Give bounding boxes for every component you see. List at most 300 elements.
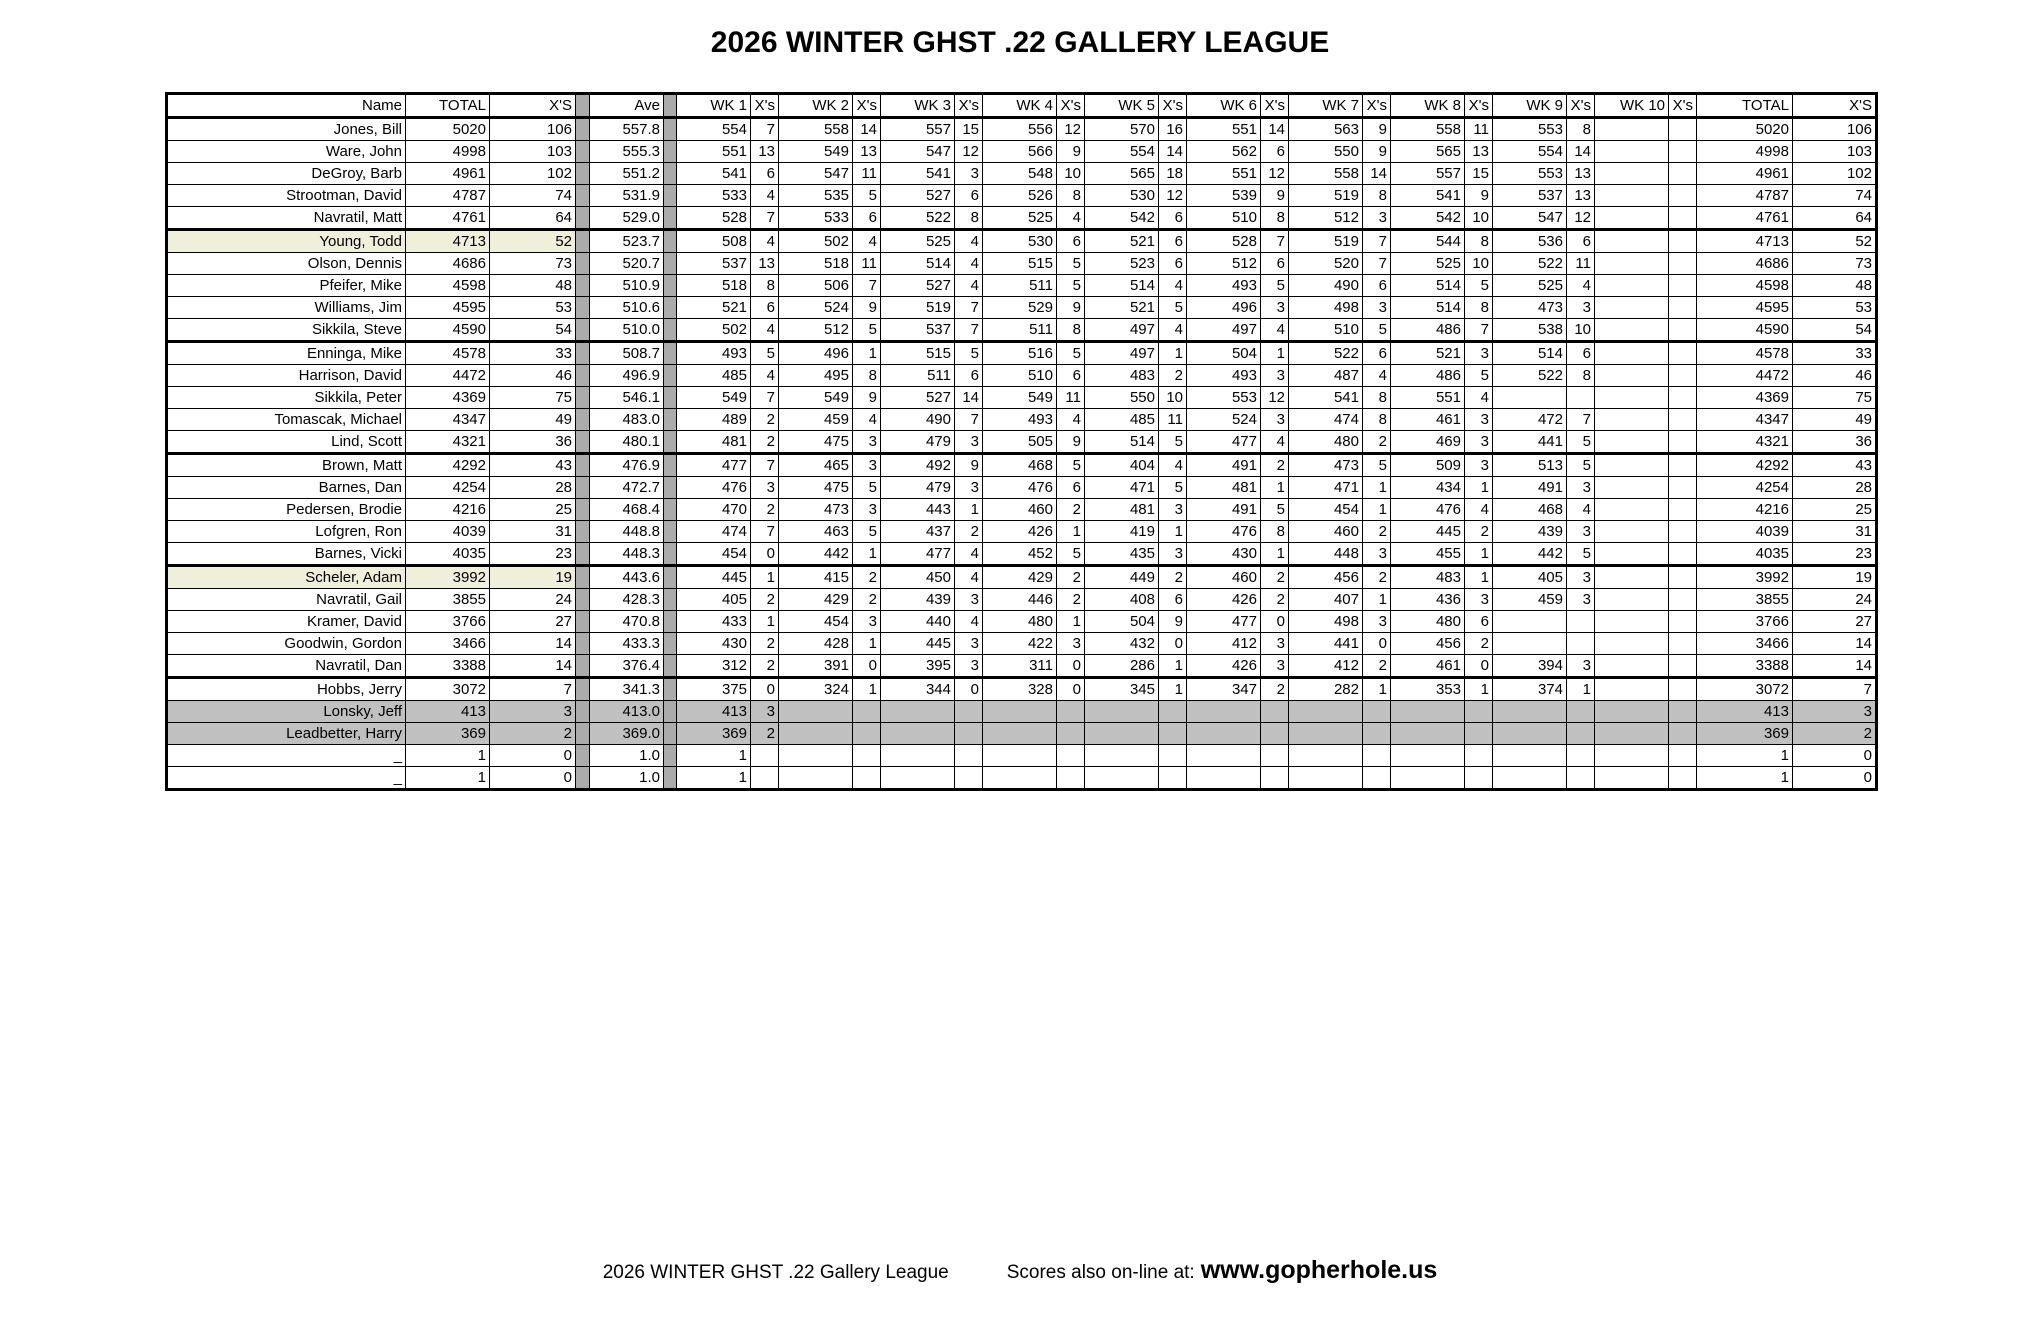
cell-week-1-score: 521 <box>677 297 751 319</box>
separator-cell <box>576 275 590 297</box>
cell-week-4-xs: 12 <box>1057 118 1085 141</box>
cell-week-1-score: 485 <box>677 365 751 387</box>
cell-week-6-xs <box>1261 723 1289 745</box>
cell-week-4-xs: 9 <box>1057 431 1085 454</box>
cell-week-4-score: 548 <box>983 163 1057 185</box>
cell-week-6-xs: 3 <box>1261 633 1289 655</box>
cell-week-1-score: 454 <box>677 543 751 566</box>
cell-xs-right: 7 <box>1793 678 1877 701</box>
cell-week-9-score: 537 <box>1493 185 1567 207</box>
cell-week-10-score <box>1595 454 1669 477</box>
cell-week-5-score: 345 <box>1085 678 1159 701</box>
cell-week-2-xs: 1 <box>853 543 881 566</box>
cell-week-5-score <box>1085 701 1159 723</box>
cell-week-3-xs: 4 <box>955 275 983 297</box>
cell-week-4-xs: 1 <box>1057 521 1085 543</box>
cell-week-3-xs: 3 <box>955 477 983 499</box>
cell-week-4-score: 328 <box>983 678 1057 701</box>
cell-week-1-score: 312 <box>677 655 751 678</box>
cell-week-1-xs: 13 <box>751 253 779 275</box>
cell-week-6-score: 551 <box>1187 118 1261 141</box>
cell-week-4-score: 526 <box>983 185 1057 207</box>
cell-week-10-xs <box>1669 723 1697 745</box>
cell-week-7-score: 474 <box>1289 409 1363 431</box>
cell-week-1-score: 533 <box>677 185 751 207</box>
cell-week-2-xs: 8 <box>853 365 881 387</box>
cell-week-7-xs: 2 <box>1363 655 1391 678</box>
cell-week-1-score: 1 <box>677 767 751 790</box>
separator-cell <box>576 521 590 543</box>
cell-week-1-xs: 7 <box>751 118 779 141</box>
cell-week-3-xs: 0 <box>955 678 983 701</box>
header-week-7: WK 7 <box>1289 94 1363 118</box>
table-row <box>167 566 1877 589</box>
cell-week-1-xs: 0 <box>751 543 779 566</box>
cell-week-8-xs <box>1465 723 1493 745</box>
cell-week-4-score: 511 <box>983 275 1057 297</box>
cell-week-7-score: 412 <box>1289 655 1363 678</box>
cell-week-7-score: 558 <box>1289 163 1363 185</box>
cell-week-9-score <box>1493 723 1567 745</box>
cell-week-2-score: 324 <box>779 678 853 701</box>
cell-week-1-score: 474 <box>677 521 751 543</box>
cell-week-4-xs: 10 <box>1057 163 1085 185</box>
cell-week-10-xs <box>1669 387 1697 409</box>
cell-average: 448.3 <box>590 543 664 566</box>
cell-week-5-score: 408 <box>1085 589 1159 611</box>
cell-week-1-score: 477 <box>677 454 751 477</box>
table-row <box>167 767 1877 790</box>
cell-xs: 0 <box>490 767 576 790</box>
cell-xs: 0 <box>490 745 576 767</box>
cell-week-10-score <box>1595 230 1669 253</box>
cell-week-6-score: 460 <box>1187 566 1261 589</box>
separator-cell <box>664 185 677 207</box>
cell-week-4-xs: 5 <box>1057 342 1085 365</box>
table-row <box>167 701 1877 723</box>
cell-week-5-score: 523 <box>1085 253 1159 275</box>
header-week-6-xs: X's <box>1261 94 1289 118</box>
cell-week-8-xs <box>1465 767 1493 790</box>
cell-week-7-xs: 8 <box>1363 409 1391 431</box>
header-week-4-xs: X's <box>1057 94 1085 118</box>
cell-week-4-xs: 6 <box>1057 477 1085 499</box>
cell-week-4-xs: 5 <box>1057 543 1085 566</box>
cell-week-1-xs: 2 <box>751 431 779 454</box>
cell-week-6-score: 528 <box>1187 230 1261 253</box>
cell-week-9-score: 522 <box>1493 365 1567 387</box>
table-header <box>167 94 1877 118</box>
cell-week-1-score: 430 <box>677 633 751 655</box>
cell-week-7-xs: 5 <box>1363 319 1391 342</box>
cell-week-2-score: 558 <box>779 118 853 141</box>
cell-week-1-xs: 2 <box>751 589 779 611</box>
cell-xs-right: 53 <box>1793 297 1877 319</box>
cell-week-8-score: 483 <box>1391 566 1465 589</box>
cell-week-6-xs: 1 <box>1261 543 1289 566</box>
cell-week-8-xs: 0 <box>1465 655 1493 678</box>
cell-week-2-score <box>779 767 853 790</box>
cell-week-2-score: 496 <box>779 342 853 365</box>
cell-week-5-xs: 6 <box>1159 253 1187 275</box>
cell-xs-right: 23 <box>1793 543 1877 566</box>
cell-shooter-name: Tomascak, Michael <box>167 409 406 431</box>
cell-week-2-xs: 5 <box>853 185 881 207</box>
cell-week-10-xs <box>1669 611 1697 633</box>
cell-week-4-xs <box>1057 723 1085 745</box>
cell-average: 376.4 <box>590 655 664 678</box>
cell-week-4-score: 525 <box>983 207 1057 230</box>
cell-week-6-xs <box>1261 701 1289 723</box>
cell-xs: 27 <box>490 611 576 633</box>
cell-week-5-xs: 1 <box>1159 655 1187 678</box>
table-row <box>167 275 1877 297</box>
separator-cell <box>576 319 590 342</box>
cell-average: 557.8 <box>590 118 664 141</box>
cell-week-9-xs <box>1567 633 1595 655</box>
separator-cell <box>576 723 590 745</box>
cell-shooter-name: Jones, Bill <box>167 118 406 141</box>
cell-shooter-name: Navratil, Gail <box>167 589 406 611</box>
cell-total-right: 369 <box>1697 723 1793 745</box>
cell-week-8-score: 514 <box>1391 275 1465 297</box>
cell-week-7-score <box>1289 723 1363 745</box>
table-row <box>167 365 1877 387</box>
cell-week-6-xs: 1 <box>1261 477 1289 499</box>
cell-week-7-score: 454 <box>1289 499 1363 521</box>
cell-week-10-xs <box>1669 767 1697 790</box>
separator-cell <box>664 678 677 701</box>
cell-week-3-score: 522 <box>881 207 955 230</box>
cell-week-3-score: 514 <box>881 253 955 275</box>
cell-total-right: 4472 <box>1697 365 1793 387</box>
cell-week-5-xs: 4 <box>1159 275 1187 297</box>
cell-week-7-score: 460 <box>1289 521 1363 543</box>
table-row <box>167 163 1877 185</box>
cell-week-10-xs <box>1669 319 1697 342</box>
cell-week-7-score: 456 <box>1289 566 1363 589</box>
cell-xs-right: 52 <box>1793 230 1877 253</box>
cell-week-2-score: 549 <box>779 141 853 163</box>
cell-week-10-score <box>1595 141 1669 163</box>
cell-week-4-score <box>983 701 1057 723</box>
cell-week-5-score: 521 <box>1085 230 1159 253</box>
cell-week-1-xs: 2 <box>751 409 779 431</box>
page-title: 2026 WINTER GHST .22 GALLERY LEAGUE <box>710 26 1330 59</box>
cell-total-right: 4035 <box>1697 543 1793 566</box>
cell-week-5-xs: 2 <box>1159 566 1187 589</box>
cell-xs: 52 <box>490 230 576 253</box>
cell-total-right: 4369 <box>1697 387 1793 409</box>
cell-week-4-xs: 2 <box>1057 499 1085 521</box>
cell-week-5-xs: 1 <box>1159 678 1187 701</box>
cell-total-right: 3072 <box>1697 678 1793 701</box>
cell-week-10-xs <box>1669 163 1697 185</box>
cell-week-6-xs: 3 <box>1261 655 1289 678</box>
cell-week-7-score: 541 <box>1289 387 1363 409</box>
separator-cell <box>664 365 677 387</box>
cell-week-4-score: 566 <box>983 141 1057 163</box>
cell-xs: 46 <box>490 365 576 387</box>
header-total: TOTAL <box>406 94 490 118</box>
cell-total: 4216 <box>406 499 490 521</box>
table-row <box>167 185 1877 207</box>
separator-cell <box>664 319 677 342</box>
cell-week-8-score: 353 <box>1391 678 1465 701</box>
table-row <box>167 431 1877 454</box>
cell-xs-right: 43 <box>1793 454 1877 477</box>
header-week-4: WK 4 <box>983 94 1057 118</box>
cell-average: 433.3 <box>590 633 664 655</box>
cell-week-9-xs <box>1567 745 1595 767</box>
cell-week-8-score <box>1391 723 1465 745</box>
cell-week-6-score: 426 <box>1187 655 1261 678</box>
separator-cell <box>576 409 590 431</box>
cell-week-7-xs: 6 <box>1363 342 1391 365</box>
cell-shooter-name: Olson, Dennis <box>167 253 406 275</box>
cell-week-5-xs: 6 <box>1159 207 1187 230</box>
cell-week-8-score: 551 <box>1391 387 1465 409</box>
cell-week-2-xs: 3 <box>853 454 881 477</box>
cell-week-8-xs: 7 <box>1465 319 1493 342</box>
cell-week-2-xs: 2 <box>853 566 881 589</box>
cell-week-2-score: 428 <box>779 633 853 655</box>
cell-week-8-score: 456 <box>1391 633 1465 655</box>
cell-week-4-xs: 6 <box>1057 230 1085 253</box>
cell-week-1-score: 481 <box>677 431 751 454</box>
cell-week-5-xs: 1 <box>1159 521 1187 543</box>
cell-week-2-xs: 3 <box>853 431 881 454</box>
cell-week-1-score: 1 <box>677 745 751 767</box>
cell-week-9-xs: 8 <box>1567 365 1595 387</box>
cell-average: 529.0 <box>590 207 664 230</box>
cell-total-right: 3855 <box>1697 589 1793 611</box>
footer-site-url: www.gopherhole.us <box>1200 1256 1438 1284</box>
cell-week-5-score: 521 <box>1085 297 1159 319</box>
cell-xs: 25 <box>490 499 576 521</box>
separator-cell <box>576 141 590 163</box>
cell-week-4-score: 511 <box>983 319 1057 342</box>
cell-xs-right: 75 <box>1793 387 1877 409</box>
cell-xs-right: 31 <box>1793 521 1877 543</box>
cell-week-9-score: 374 <box>1493 678 1567 701</box>
separator-cell <box>576 207 590 230</box>
separator-cell <box>664 342 677 365</box>
cell-week-3-xs: 4 <box>955 543 983 566</box>
cell-week-4-xs: 0 <box>1057 678 1085 701</box>
cell-week-4-xs: 1 <box>1057 611 1085 633</box>
cell-average: 508.7 <box>590 342 664 365</box>
cell-week-8-xs: 3 <box>1465 409 1493 431</box>
cell-week-3-score: 527 <box>881 185 955 207</box>
cell-week-3-xs: 3 <box>955 163 983 185</box>
cell-week-8-score: 445 <box>1391 521 1465 543</box>
cell-average: 546.1 <box>590 387 664 409</box>
cell-week-5-xs: 14 <box>1159 141 1187 163</box>
cell-week-7-xs: 1 <box>1363 589 1391 611</box>
cell-average: 523.7 <box>590 230 664 253</box>
separator-cell <box>664 543 677 566</box>
footer-league-name: 2026 WINTER GHST .22 Gallery League <box>602 1262 949 1283</box>
table-row <box>167 611 1877 633</box>
cell-week-1-score: 551 <box>677 141 751 163</box>
cell-week-5-score: 286 <box>1085 655 1159 678</box>
cell-week-1-xs: 13 <box>751 141 779 163</box>
cell-week-1-xs: 4 <box>751 230 779 253</box>
cell-week-5-score: 565 <box>1085 163 1159 185</box>
cell-week-4-xs <box>1057 767 1085 790</box>
cell-week-8-xs: 6 <box>1465 611 1493 633</box>
cell-xs-right: 54 <box>1793 319 1877 342</box>
cell-week-10-score <box>1595 253 1669 275</box>
cell-week-4-score: 493 <box>983 409 1057 431</box>
cell-week-1-xs: 2 <box>751 655 779 678</box>
cell-week-9-score <box>1493 701 1567 723</box>
cell-week-10-score <box>1595 185 1669 207</box>
cell-week-6-xs: 3 <box>1261 365 1289 387</box>
cell-week-10-score <box>1595 207 1669 230</box>
header-week-8: WK 8 <box>1391 94 1465 118</box>
cell-shooter-name: Lofgren, Ron <box>167 521 406 543</box>
cell-week-2-score: 518 <box>779 253 853 275</box>
cell-week-4-score <box>983 745 1057 767</box>
cell-week-5-xs <box>1159 767 1187 790</box>
cell-total: 4598 <box>406 275 490 297</box>
cell-week-7-xs: 9 <box>1363 118 1391 141</box>
cell-total: 4347 <box>406 409 490 431</box>
cell-week-2-xs: 9 <box>853 387 881 409</box>
cell-week-1-xs: 5 <box>751 342 779 365</box>
cell-week-6-score: 493 <box>1187 275 1261 297</box>
cell-week-5-score: 542 <box>1085 207 1159 230</box>
cell-week-3-xs: 15 <box>955 118 983 141</box>
cell-total-right: 4292 <box>1697 454 1793 477</box>
cell-week-2-score: 459 <box>779 409 853 431</box>
separator-cell <box>576 253 590 275</box>
cell-week-10-xs <box>1669 185 1697 207</box>
cell-week-9-score: 472 <box>1493 409 1567 431</box>
cell-week-5-score: 483 <box>1085 365 1159 387</box>
cell-week-5-score <box>1085 745 1159 767</box>
cell-week-3-xs: 7 <box>955 319 983 342</box>
header-xs: X'S <box>490 94 576 118</box>
cell-xs-right: 103 <box>1793 141 1877 163</box>
cell-average: 472.7 <box>590 477 664 499</box>
cell-week-3-score: 537 <box>881 319 955 342</box>
cell-week-7-xs: 6 <box>1363 275 1391 297</box>
cell-week-4-xs: 9 <box>1057 141 1085 163</box>
cell-week-6-xs: 12 <box>1261 387 1289 409</box>
separator-cell <box>664 163 677 185</box>
cell-week-4-score: 452 <box>983 543 1057 566</box>
cell-total-right: 4347 <box>1697 409 1793 431</box>
table-row <box>167 230 1877 253</box>
cell-week-3-score <box>881 767 955 790</box>
cell-xs-right: 36 <box>1793 431 1877 454</box>
cell-week-7-xs: 7 <box>1363 253 1391 275</box>
cell-total-right: 4254 <box>1697 477 1793 499</box>
cell-week-8-xs: 10 <box>1465 207 1493 230</box>
cell-week-7-score: 473 <box>1289 454 1363 477</box>
cell-week-4-score: 505 <box>983 431 1057 454</box>
cell-total-right: 5020 <box>1697 118 1793 141</box>
cell-week-7-score: 520 <box>1289 253 1363 275</box>
cell-week-1-score: 470 <box>677 499 751 521</box>
cell-week-9-xs: 10 <box>1567 319 1595 342</box>
cell-xs-right: 27 <box>1793 611 1877 633</box>
table-row <box>167 207 1877 230</box>
cell-week-8-xs: 10 <box>1465 253 1493 275</box>
cell-week-8-xs: 1 <box>1465 477 1493 499</box>
cell-week-5-xs: 5 <box>1159 431 1187 454</box>
header-week-9: WK 9 <box>1493 94 1567 118</box>
cell-week-4-xs: 11 <box>1057 387 1085 409</box>
cell-week-2-xs: 4 <box>853 409 881 431</box>
cell-week-10-score <box>1595 431 1669 454</box>
separator-cell <box>576 342 590 365</box>
cell-week-10-xs <box>1669 141 1697 163</box>
cell-week-10-score <box>1595 611 1669 633</box>
cell-week-9-xs: 3 <box>1567 655 1595 678</box>
cell-week-3-score: 492 <box>881 454 955 477</box>
cell-week-5-xs: 18 <box>1159 163 1187 185</box>
cell-week-6-xs: 2 <box>1261 678 1289 701</box>
cell-week-6-xs: 4 <box>1261 431 1289 454</box>
cell-week-9-score: 405 <box>1493 566 1567 589</box>
cell-week-7-xs: 3 <box>1363 207 1391 230</box>
separator-cell <box>664 611 677 633</box>
cell-week-2-xs: 3 <box>853 611 881 633</box>
cell-week-10-xs <box>1669 633 1697 655</box>
cell-week-6-score: 476 <box>1187 521 1261 543</box>
cell-week-4-score: 530 <box>983 230 1057 253</box>
cell-week-5-xs: 5 <box>1159 297 1187 319</box>
cell-week-1-xs: 6 <box>751 297 779 319</box>
cell-week-6-xs: 5 <box>1261 275 1289 297</box>
header-week-8-xs: X's <box>1465 94 1493 118</box>
cell-week-9-xs: 12 <box>1567 207 1595 230</box>
separator-cell <box>576 589 590 611</box>
cell-week-8-xs: 1 <box>1465 566 1493 589</box>
cell-total-right: 4761 <box>1697 207 1793 230</box>
cell-week-2-score: 429 <box>779 589 853 611</box>
table-row <box>167 342 1877 365</box>
cell-week-5-xs: 0 <box>1159 633 1187 655</box>
table-row <box>167 387 1877 409</box>
cell-week-5-xs: 1 <box>1159 342 1187 365</box>
cell-week-5-score: 419 <box>1085 521 1159 543</box>
cell-week-6-xs: 2 <box>1261 454 1289 477</box>
cell-average: 551.2 <box>590 163 664 185</box>
cell-week-5-xs: 5 <box>1159 477 1187 499</box>
cell-week-5-score <box>1085 723 1159 745</box>
cell-week-5-xs: 10 <box>1159 387 1187 409</box>
cell-average: 555.3 <box>590 141 664 163</box>
cell-week-10-xs <box>1669 409 1697 431</box>
cell-week-3-score <box>881 723 955 745</box>
cell-week-3-xs: 7 <box>955 409 983 431</box>
cell-week-3-score: 445 <box>881 633 955 655</box>
cell-week-9-xs: 3 <box>1567 566 1595 589</box>
cell-xs-right: 48 <box>1793 275 1877 297</box>
cell-week-1-score: 554 <box>677 118 751 141</box>
table-row <box>167 521 1877 543</box>
cell-week-2-score <box>779 701 853 723</box>
cell-average: 428.3 <box>590 589 664 611</box>
cell-shooter-name: Lonsky, Jeff <box>167 701 406 723</box>
header-week-1-xs: X's <box>751 94 779 118</box>
cell-week-9-score: 491 <box>1493 477 1567 499</box>
